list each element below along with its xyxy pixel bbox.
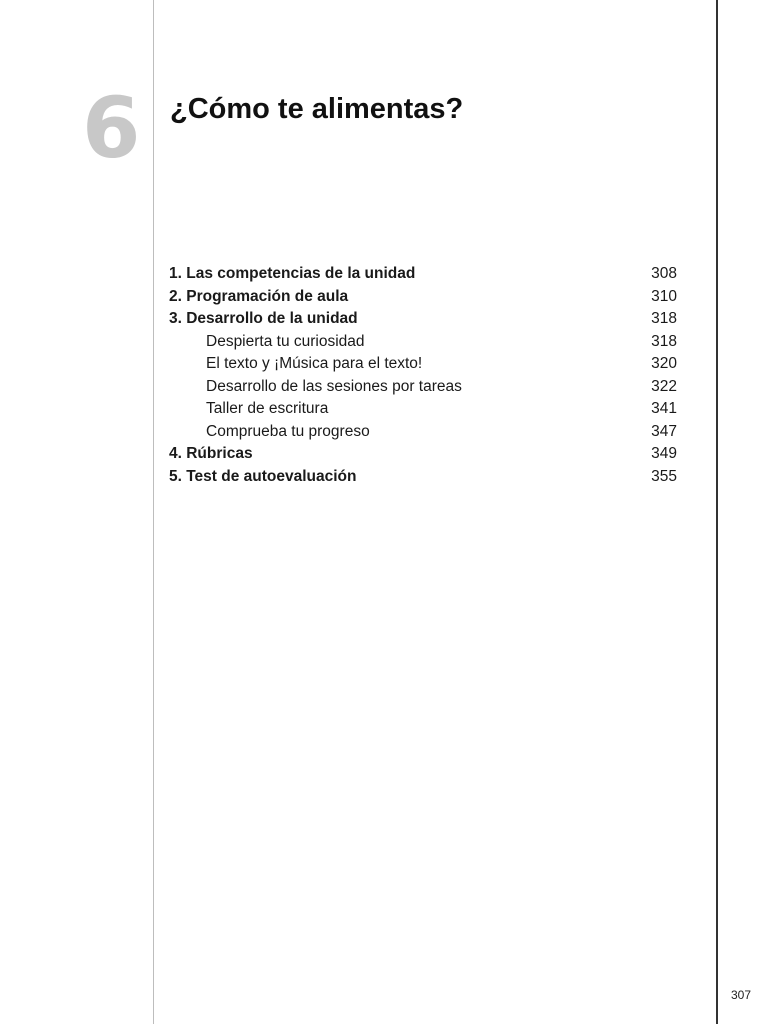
toc-subentry-page: 347 — [651, 422, 677, 440]
toc-entry-page: 355 — [651, 467, 677, 485]
toc-entry — [169, 443, 677, 466]
toc-subentry — [169, 421, 677, 444]
toc-entry-page: 310 — [651, 287, 677, 305]
right-margin-rule — [716, 0, 718, 1024]
page-number: 307 — [731, 988, 752, 1002]
toc-entry — [169, 263, 677, 286]
toc-entry-page: 349 — [651, 445, 677, 462]
toc-subentry-label: Taller de escritura — [206, 400, 329, 417]
toc-subentry-label: Desarrollo de las sesiones por tareas — [206, 377, 462, 395]
toc-subentry-label: Despierta tu curiosidad — [206, 332, 365, 350]
toc-entry-label: 5. Test de autoevaluación — [169, 467, 357, 485]
toc-entry-label: 1. Las competencias de la unidad — [169, 265, 416, 282]
toc-entry — [169, 466, 677, 489]
toc-subentry — [169, 353, 677, 376]
toc-subentry-page: 341 — [651, 400, 677, 417]
toc-entry-label: 2. Programación de aula — [169, 287, 349, 305]
unit-title: ¿Cómo te alimentas? — [170, 93, 464, 125]
toc-subentry-page: 320 — [651, 355, 677, 372]
toc-entry-page: 318 — [651, 310, 677, 327]
toc-entry — [169, 308, 677, 331]
left-margin-rule — [153, 0, 154, 1024]
toc-subentry-label: Comprueba tu progreso — [206, 422, 370, 440]
toc-subentry — [169, 376, 677, 399]
toc-subentry — [169, 331, 677, 354]
toc-subentry — [169, 398, 677, 421]
toc-entry-label: 4. Rúbricas — [169, 445, 253, 462]
toc-subentry-page: 318 — [651, 332, 677, 350]
toc-subentry-label: El texto y ¡Música para el texto! — [206, 355, 423, 372]
toc-entry — [169, 286, 677, 309]
unit-number: 6 — [82, 79, 139, 177]
toc-subentry-page: 322 — [651, 377, 677, 395]
toc-entry-label: 3. Desarrollo de la unidad — [169, 310, 358, 327]
table-of-contents — [169, 263, 677, 488]
toc-entry-page: 308 — [651, 265, 677, 282]
